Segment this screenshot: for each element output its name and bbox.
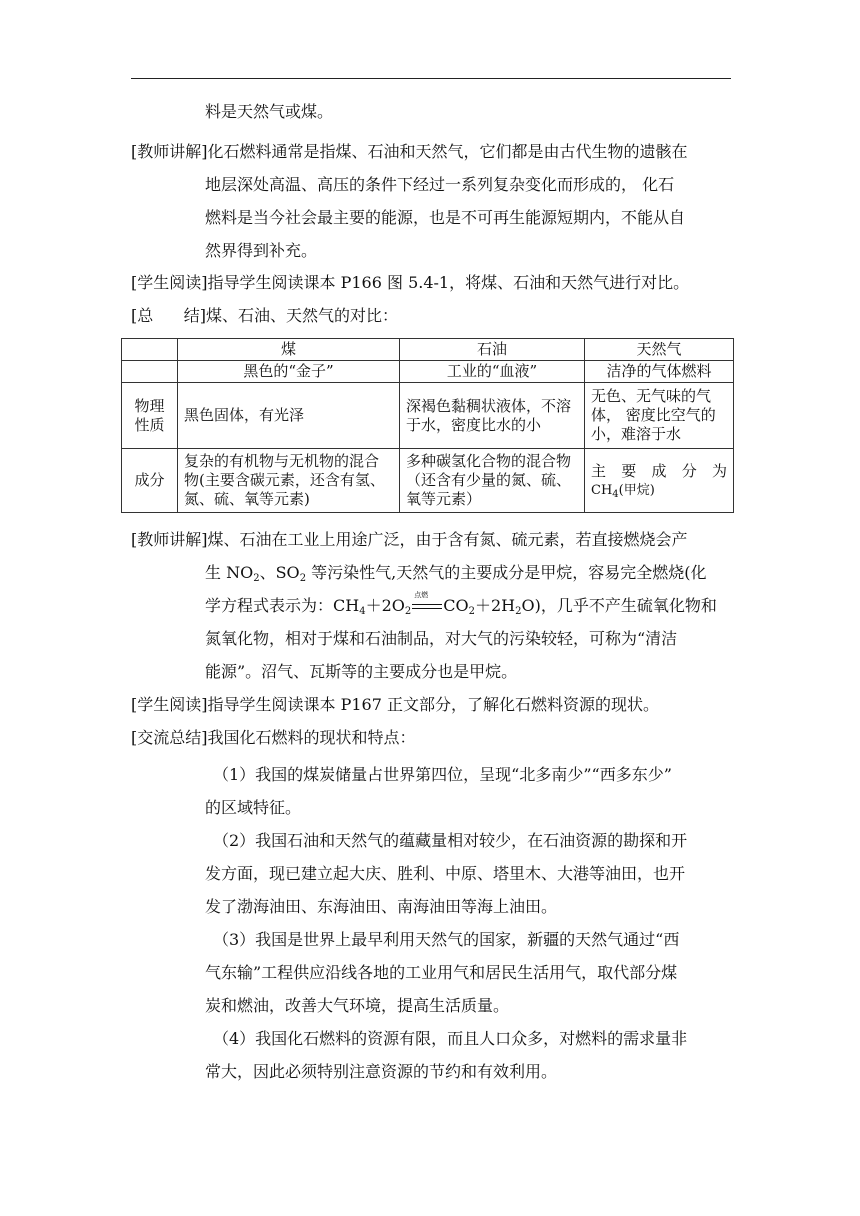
text-run: O)，几乎不产生硫氧化物和 — [521, 596, 717, 615]
table-cell: 洁净的气体燃料 — [585, 361, 734, 383]
paragraph-line: 化石燃料通常是指煤、石油和天然气，它们都是由古代生物的遗骸在 — [207, 142, 688, 161]
subscript: 4 — [612, 488, 619, 500]
paragraph-line: 煤、石油、天然气的对比： — [206, 306, 399, 325]
table-cell: 复杂的有机物与无机物的混合物(主要含碳元素，还含有氢、氮、硫、氧等元素) — [178, 449, 400, 513]
subscript: 2 — [468, 606, 475, 617]
point-3-line: （3）我国是世界上最早利用天然气的国家，新疆的天然气通过“西 — [213, 930, 680, 949]
exchange-summary — [131, 728, 416, 748]
table-cell: 工业的“血液” — [400, 361, 585, 383]
table-row-label: 物理性质 — [122, 383, 178, 449]
table-cell: 深褐色黏稠状液体，不溶于水，密度比水的小 — [400, 383, 585, 449]
point-2-line: （2）我国石油和天然气的蕴藏量相对较少，在石油资源的勘探和开 — [213, 831, 688, 850]
comparison-table — [121, 338, 734, 513]
table-row-label: 成分 — [122, 449, 178, 513]
table-row-nicknames — [122, 361, 734, 383]
formula-ch4: CH — [591, 482, 613, 498]
point-3-line: 炭和燃油，改善大气环境，提高生活质量。 — [205, 996, 510, 1015]
paragraph-line — [205, 563, 706, 583]
section-tag: [交流总结] — [131, 728, 208, 747]
condition-label: 点燃 — [414, 591, 429, 599]
table-header-cell: 石油 — [400, 339, 585, 361]
point-2-line: 发方面，现已建立起大庆、胜利、中原、塔里木、大港等油田，也开 — [205, 864, 686, 883]
table-cell-text: (甲烷) — [618, 482, 655, 498]
paragraph-line: 燃料是当今社会最主要的能源，也是不可再生能源短期内，不能从自 — [205, 208, 686, 227]
student-reading-1 — [131, 273, 689, 293]
section-tag: [总 结] — [131, 306, 207, 325]
section-tag: [教师讲解] — [131, 530, 208, 549]
chemical-equation-line — [205, 591, 717, 617]
text-run: CO — [443, 596, 469, 615]
table-cell: 无色、无气味的气体， 密度比空气的小，难溶于水 — [585, 383, 734, 449]
summary-heading — [131, 306, 398, 326]
reaction-condition — [411, 591, 443, 616]
student-reading-2 — [131, 695, 659, 715]
section-tag: [学生阅读] — [131, 695, 208, 714]
paragraph-line: 指导学生阅读课本 P166 图 5.4-1，将煤、石油和天然气进行对比。 — [207, 273, 690, 292]
subscript: 2 — [253, 573, 260, 584]
point-3-line: 气东输”工程供应沿线各地的工业用气和居民生活用气，取代部分煤 — [205, 963, 678, 982]
text-run: 等污染性气,天然气的主要成分是甲烷，容易完全燃烧(化 — [306, 563, 707, 582]
paragraph-line: 地层深处高温、高压的条件下经过一系列复杂变化而形成的， 化石 — [205, 175, 675, 194]
subscript: 2 — [299, 573, 307, 584]
section-tag: [学生阅读] — [131, 273, 208, 292]
table-header-cell — [122, 339, 178, 361]
teacher-explain-2 — [131, 530, 688, 550]
paragraph-line: 我国化石燃料的现状和特点： — [207, 728, 416, 747]
table-header-row — [122, 339, 734, 361]
text-run: 生 NO — [205, 563, 254, 582]
point-4-line: （4）我国化石燃料的资源有限，而且人口众多，对燃料的需求量非 — [213, 1029, 688, 1048]
point-4-line: 常大，因此必须特别注意资源的节约和有效利用。 — [205, 1062, 558, 1081]
table-cell — [122, 361, 178, 383]
point-2-line: 发了渤海油田、东海油田、南海油田等海上油田。 — [205, 897, 558, 916]
equals-sign — [412, 604, 442, 609]
header-rule — [131, 78, 731, 79]
text-run: ＋2O — [365, 596, 405, 615]
section-tag: [教师讲解] — [131, 142, 208, 161]
paragraph-line: 然界得到补充。 — [205, 241, 318, 260]
table-header-cell: 天然气 — [585, 339, 734, 361]
text-run: 、SO — [259, 563, 300, 582]
table-cell: 黑色固体，有光泽 — [178, 383, 400, 449]
table-cell — [585, 449, 734, 513]
paragraph-line: 指导学生阅读课本 P167 正文部分，了解化石燃料资源的现状。 — [207, 695, 659, 714]
text-run: ＋2H — [475, 596, 516, 615]
table-header-cell: 煤 — [178, 339, 400, 361]
paragraph-line: 煤、石油在工业上用途广泛，由于含有氮、硫元素，若直接燃烧会产 — [207, 530, 688, 549]
subscript: 2 — [404, 606, 412, 617]
text-run: 学方程式表示为：CH — [205, 596, 360, 615]
point-1-line: 的区域特征。 — [205, 798, 302, 817]
table-cell-line: 主要成分为 — [591, 461, 727, 480]
paragraph-line: 能源”。沼气、瓦斯等的主要成分也是甲烷。 — [205, 662, 518, 681]
table-row-properties — [122, 383, 734, 449]
table-cell: 多种碳氢化合物的混合物（还含有少量的氮、硫、氧等元素） — [400, 449, 585, 513]
intro-tail: 料是天然气或煤。 — [205, 102, 334, 121]
teacher-explain-1 — [131, 142, 688, 162]
point-1-line: （1）我国的煤炭储量占世界第四位，呈现“北多南少”“西多东少” — [213, 765, 672, 784]
subscript: 2 — [515, 606, 522, 617]
paragraph-line: 氮氧化物，相对于煤和石油制品，对大气的污染较轻，可称为“清洁 — [205, 629, 678, 648]
table-cell: 黑色的“金子” — [178, 361, 400, 383]
table-row-composition — [122, 449, 734, 513]
subscript: 4 — [359, 606, 366, 617]
